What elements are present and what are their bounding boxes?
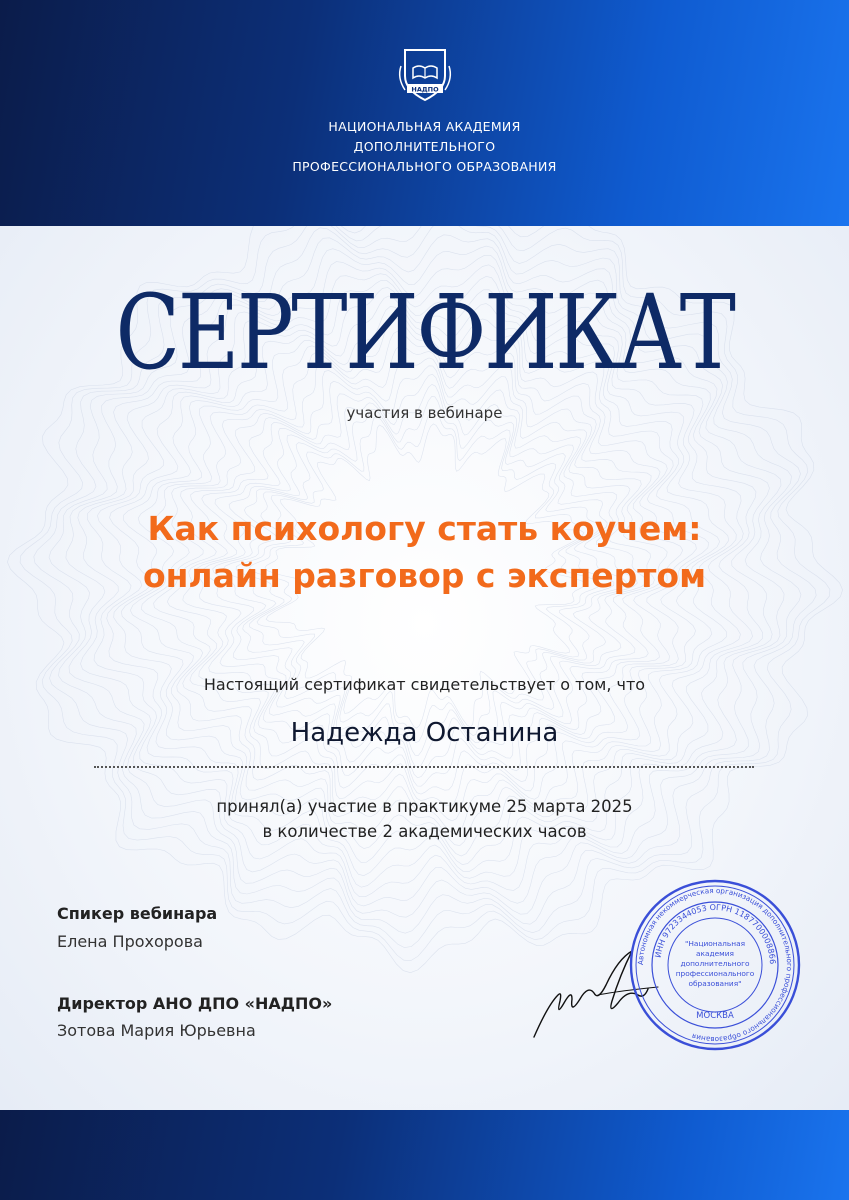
org-line: ДОПОЛНИТЕЛЬНОГО — [353, 139, 496, 154]
webinar-title-line: Как психологу стать коучем: — [147, 509, 702, 548]
speaker-label: Спикер вебинара — [57, 904, 218, 923]
details-line: в количестве 2 академических часов — [262, 822, 587, 841]
seal-ids-text: ИНН 9723344053 ОГРН 1187700008866 — [653, 902, 778, 965]
org-line: ПРОФЕССИОНАЛЬНОГО ОБРАЗОВАНИЯ — [292, 159, 557, 174]
org-line: НАЦИОНАЛЬНАЯ АКАДЕМИЯ — [328, 119, 521, 134]
director-label: Директор АНО ДПО «НАДПО» — [57, 994, 333, 1013]
header-banner — [0, 0, 849, 226]
seal-center-line: образования" — [688, 979, 742, 988]
seal-center-line: профессионального — [675, 969, 755, 978]
certificate-subtitle: участия в вебинаре — [346, 404, 503, 422]
participation-details — [0, 794, 849, 844]
logo-text: НАДПО — [411, 85, 439, 94]
recipient-name: Надежда Останина — [290, 718, 559, 748]
academy-logo-icon — [393, 46, 457, 104]
official-seal-icon — [628, 878, 802, 1052]
dotted-divider — [94, 766, 754, 768]
seal-center-line: "Национальная — [684, 939, 746, 948]
director-name: Зотова Мария Юрьевна — [57, 1021, 256, 1040]
footer-banner — [0, 1110, 849, 1200]
seal-center-line: академия — [695, 949, 735, 958]
seal-city: МОСКВА — [696, 1011, 734, 1021]
certificate-title: СЕРТИФИКАТ — [115, 273, 734, 393]
organization-name — [0, 117, 849, 177]
speaker-name: Елена Прохорова — [57, 932, 203, 951]
seal-outer-text: Автономная некоммерческая организация дополнительного профессионального образования — [635, 885, 795, 1045]
webinar-title-line: онлайн разговор с экспертом — [142, 556, 707, 595]
webinar-title — [0, 505, 849, 599]
details-line: принял(а) участие в практикуме 25 марта 2025 — [216, 797, 633, 816]
certifies-text: Настоящий сертификат свидетельствует о том, что — [203, 675, 646, 694]
seal-center-line: дополнительного — [680, 959, 750, 968]
